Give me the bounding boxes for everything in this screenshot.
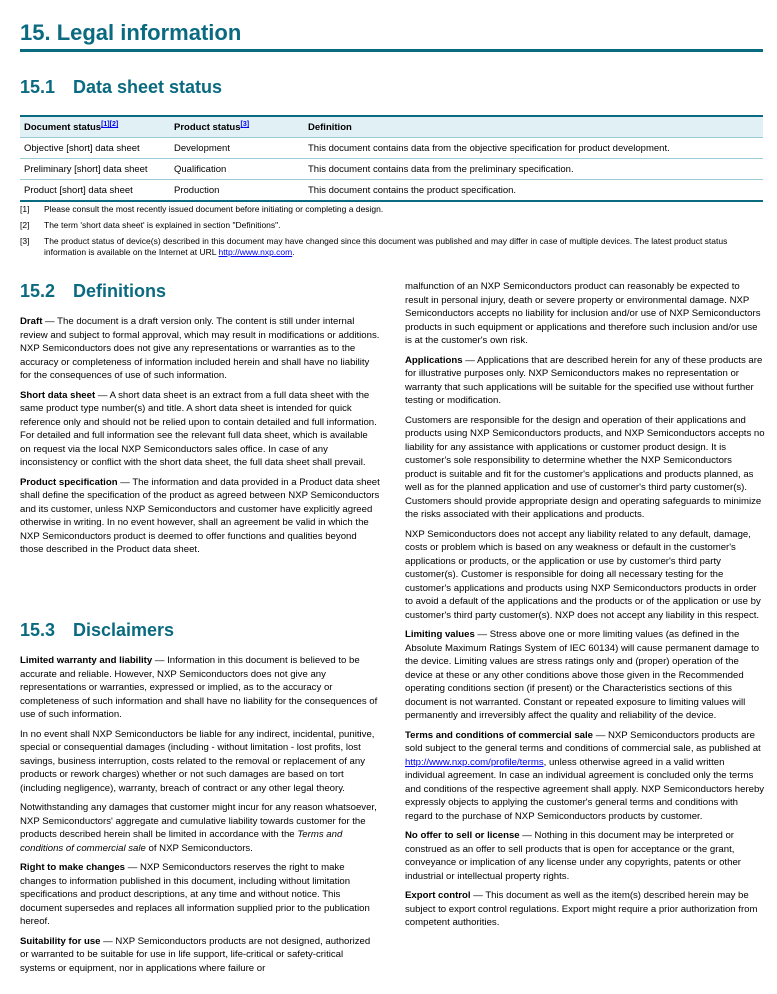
terms-reference: Terms and conditions of commercial sale [20,829,343,854]
table-note [20,204,763,215]
disclaimer-text: — NXP Semiconductors products are sold subject to the general terms and conditions of commercial sale, as published at [405,729,761,754]
section-heading-data-sheet-status [20,76,222,98]
header-label: Document status [24,122,102,133]
disclaimer-no-offer [405,829,765,883]
disclaimer-text: — This document as well as the item(s) described herein may be subject to export control regulations. Export might require a prior authorization from competent authorities. [405,890,758,928]
note-tag: [2] [20,220,30,230]
section-title: Data sheet status [73,77,223,97]
definition-text: — The information and data provided in a Product data sheet shall define the specification of the product as agreed between NXP Semiconductors and its customer, unless NXP Semiconductors and customer have explicitly agreed otherwise in writing. In no event however, shall an agreement be valid in which the NXP Semiconductors product is deemed to offer functions and qualities beyond those described in the Product data sheet. [20,476,380,555]
definition-product-specification [20,476,380,557]
disclaimer-term: No offer to sell or license [405,830,520,841]
section-title: Definitions [73,281,166,301]
definition-text: — The document is a draft version only. The content is still under internal review and subject to formal approval, which may result in modifications or additions. NXP Semiconductors does not give any representations or warranties as to the accuracy or completeness of information included herein and shall have no liability for the consequences of use of such information. [20,316,380,381]
disclaimer-suitability-continued: malfunction of an NXP Semiconductors product can reasonably be expected to result in personal injury, death or severe property or environmental damage. NXP Semiconductors accepts no liability for inclusion and/or use of NXP Semiconductors products in such equipment or applications and therefore such inclusion and/or use is at the customer's own risk. [405,281,761,346]
section-number: 15.2 [20,281,56,301]
definition-term: Short data sheet [20,389,96,401]
note-text-body: The product status of device(s) described in this document may have changed since this document was published and may differ in case of multiple devices. The latest product status information is available on the Internet at URL [44,236,728,257]
table-cell: This document contains data from the objective specification for product development. [304,138,763,159]
disclaimer-term: Export control [405,890,471,901]
disclaimers-left-body [20,654,380,981]
column-header-product-status [170,116,304,138]
table-cell: This document contains data from the preliminary specification. [304,159,763,180]
section-title: Disclaimers [73,620,175,640]
table-cell: This document contains the product specification. [304,180,763,202]
disclaimer-term: Applications [405,354,463,366]
definition-short-data-sheet [20,389,380,470]
footnote-ref-link[interactable]: [2] [109,121,119,128]
disclaimer-term: Suitability for use [20,935,101,947]
table-cell: Qualification [170,159,304,180]
table-cell: Development [170,138,304,159]
disclaimer-terms-of-sale [405,729,765,824]
column-header-definition: Definition [304,116,763,138]
disclaimer-text: — Information in this document is believed to be accurate and reliable. However, NXP Semiconductors does not give any representations or warranties, expressed or implied, as to the accuracy or completeness of such information and shall have no liability for the consequences of use of such information. [20,655,378,720]
definitions-body [20,315,380,563]
note-text: Please consult the most recently issued document before initiating or completing a design. [44,204,384,214]
table-cell: Preliminary [short] data sheet [20,159,170,180]
section-heading-disclaimers [20,619,174,641]
disclaimers-right-body [405,280,765,936]
terms-link[interactable]: http://www.nxp.com/profile/terms [405,756,544,768]
table-row [20,159,763,180]
note-text [44,236,763,258]
definition-term: Product specification [20,476,118,488]
disclaimer-text: — Applications that are described herein for any of these products are for illustrative purposes only. NXP Semiconductors makes no representation or warranty that such applications will be suitable for the specified use without further testing or modification. [405,354,763,406]
disclaimer-no-liability: NXP Semiconductors does not accept any liability related to any default, damage, costs or problem which is based on any weakness or default in the customer's applications or products, or the application or use by customer's third party customer(s). Customer is responsible for doing all necessary testing for the customer's applications and products using NXP Semiconductors products in order to avoid a default of the applications and the products or of the application or use by customer's third party customer(s). NXP does not accept any liability in this respect. [405,528,761,621]
definition-text: — A short data sheet is an extract from a full data sheet with the same product type number(s) and title. A short data sheet is intended for quick reference only and should not be relied upon to contain detailed and full information. For detailed and full information see the relevant full data sheet, which is available on request via the local NXP Semiconductors sales office. In case of any inconsistency or conflict with the short data sheet, the full data sheet shall prevail. [20,389,377,468]
note-text-end: . [292,247,295,257]
section-heading-definitions [20,280,166,302]
table-header-row [20,116,763,138]
disclaimer-applications [405,354,765,408]
disclaimer-term: Limiting values [405,629,475,640]
disclaimer-customers: Customers are responsible for the design and operation of their applications and products using NXP Semiconductors products, and NXP Semiconductors accepts no liability for any assistance with applications or customer product design. It is customer's sole responsibility to determine whether the NXP Semiconductors product is suitable and fit for the customer's applications and products planned, as well as for the planned application and use of customer's third party customer(s). Customers should provide appropriate design and operating safeguards to minimize the risks associated with their applications and products. [405,414,765,520]
table-notes [20,204,763,263]
definition-draft [20,315,380,383]
section-number: 15.1 [20,77,56,97]
disclaimer-limiting-values [405,628,765,723]
table-cell: Product [short] data sheet [20,180,170,202]
section-number: 15.3 [20,620,56,640]
note-tag: [3] [20,236,30,246]
disclaimer-text: — Nothing in this document may be interpreted or construed as an offer to sell products that is open for acceptance or the grant, conveyance or implication of any license under any copyrights, patents or other industrial or intellectual property rights. [405,830,741,882]
table-note [20,236,763,258]
disclaimer-limited-warranty [20,654,380,722]
nxp-website-link[interactable]: http://www.nxp.com [218,247,293,257]
table-row [20,180,763,202]
note-tag: [1] [20,204,30,214]
column-header-document-status [20,116,170,138]
footnote-ref-link[interactable]: [3] [240,121,250,128]
page-heading: 15. Legal information [20,20,763,52]
disclaimer-notwithstanding [20,801,380,855]
table-note [20,220,763,231]
table-cell: Objective [short] data sheet [20,138,170,159]
footnote-ref-link[interactable]: [1] [101,121,110,128]
table-row [20,138,763,159]
disclaimer-export-control [405,889,765,930]
table-cell: Production [170,180,304,202]
disclaimer-term: Limited warranty and liability [20,655,153,666]
data-sheet-status-table [20,115,763,202]
disclaimer-no-event: In no event shall NXP Semiconductors be liable for any indirect, incidental, punitive, special or consequential damages (including - without limitation - lost profits, lost savings, business interruption, costs related to the removal or replacement of any products or rework charges) whether or not such damages are based on tort (including negligence), warranty, breach of contract or any other legal theory. [20,728,375,794]
disclaimer-term: Terms and conditions of commercial sale [405,729,594,741]
disclaimer-text: — Stress above one or more limiting values (as defined in the Absolute Maximum Ratings System of IEC 60134) will cause permanent damage to the device. Limiting values are stress ratings only and (proper) operation of the device at these or any other conditions above those given in the Recommended operating conditions section (if present) or the Characteristics sections of this document is not warranted. Constant or repeated exposure to limiting values will permanently and irreversibly affect the quality and reliability of the device. [405,629,760,721]
note-text: The term 'short data sheet' is explained in section "Definitions". [44,220,281,230]
header-label: Product status [174,122,241,133]
disclaimer-text: Notwithstanding any damages that customer might incur for any reason whatsoever, NXP Semiconductors' aggregate and cumulative liability towards customer for the products described herein shall be limited in accordance with the [20,802,377,840]
definition-term: Draft [20,316,43,327]
disclaimer-text: — NXP Semiconductors reserves the right to make changes to information published in this document, including without limitation specifications and product descriptions, at any time and without notice. This document supersedes and replaces all information supplied prior to the publication hereof. [20,862,370,927]
disclaimer-right-to-make-changes [20,861,380,929]
disclaimer-suitability [20,935,380,976]
disclaimer-text: — NXP Semiconductors products are not designed, authorized or warranted to be suitable for use in life support, life-critical or safety-critical systems or equipment, nor in applications where failure or [20,935,371,974]
disclaimer-text: , unless otherwise agreed in a valid written individual agreement. In case an individual agreement is concluded only the terms and conditions of the respective agreement shall apply. NXP Semiconductors hereby expressly objects to applying the customer's general terms and conditions with regard to the purchase of NXP Semiconductors products by customer. [405,756,765,822]
disclaimer-text: of NXP Semiconductors. [145,842,253,854]
disclaimer-term: Right to make changes [20,862,126,873]
